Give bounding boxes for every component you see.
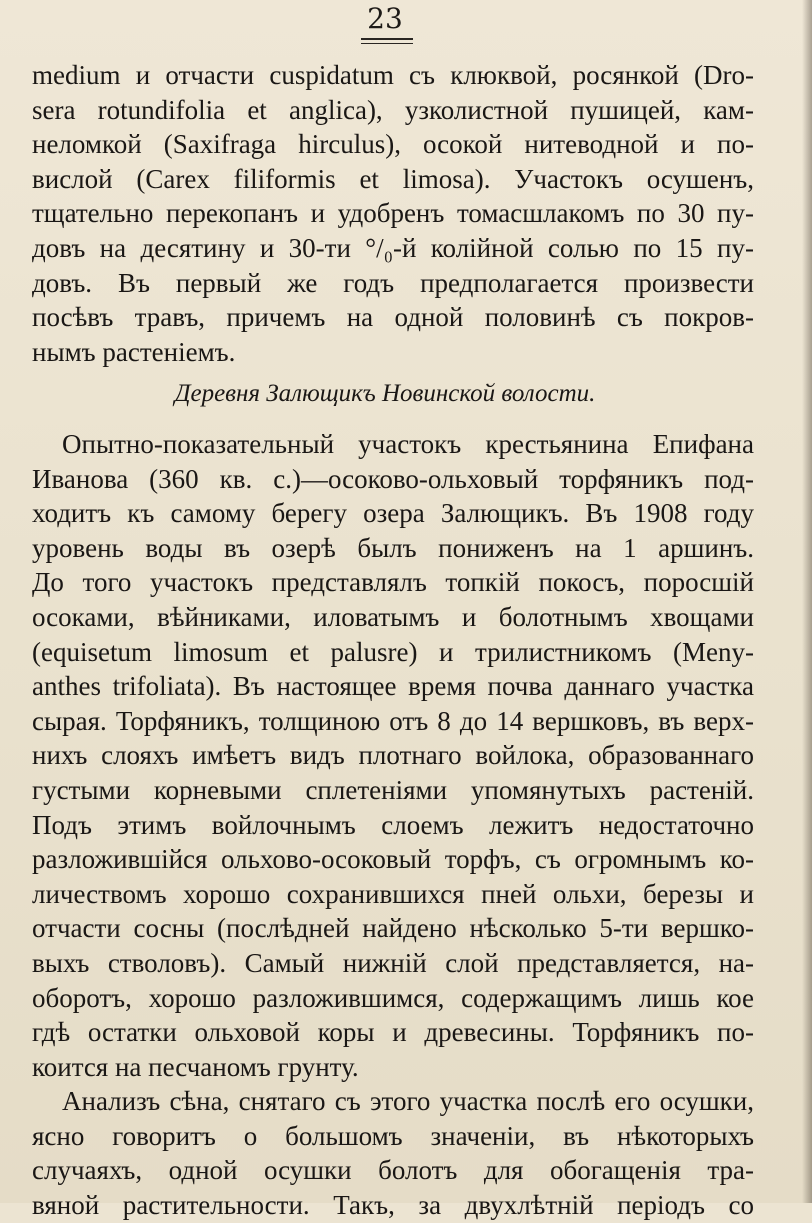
text-line: коится на песчаномъ грунту. xyxy=(32,1051,359,1082)
section-body xyxy=(32,427,754,1223)
text-line: случаяхъ, одной осушки болотъ для обогащенiя тра- xyxy=(32,1155,754,1186)
text-line: sera rotundifolia et anglica), узколистной пушицей, кам- xyxy=(32,94,754,125)
text-line: Анализъ сѣна, снятаго съ этого участка послѣ его осушки, xyxy=(62,1086,754,1117)
text-line: тщательно перекопанъ и удобренъ томасшлакомъ по 30 пу- xyxy=(32,198,754,229)
text-line: Иванова (360 кв. с.)—осоково-ольховый торфяникъ под- xyxy=(32,463,754,494)
text-line: выхъ стволовъ). Самый нижнiй слой представляется, на- xyxy=(32,947,754,978)
text-line: довъ. Въ первый же годъ предполагается произвести xyxy=(32,267,754,298)
text-line: (equisetum limosum et palusre) и трилистникомъ (Meny- xyxy=(32,636,754,667)
text-line: ходитъ къ самому берегу озера Залющикъ. Въ 1908 году xyxy=(32,498,754,529)
text-line: До того участокъ представлялъ топкiй покосъ, поросшiй xyxy=(32,567,754,598)
text-line: гдѣ остатки ольховой коры и древесины. Торфяникъ по- xyxy=(32,1017,754,1048)
text-line: anthes trifoliata). Въ настоящее время почва даннаго участка xyxy=(32,671,754,702)
text-line: вяной растительности. Такъ, за двухлѣтнiй перiодъ со xyxy=(32,1190,754,1221)
text-line: уровень воды въ озерѣ былъ пониженъ на 1 аршинъ. xyxy=(32,532,754,563)
page-number: 23 xyxy=(367,2,403,35)
text-line: отчасти сосны (послѣдней найдено нѣсколько 5-ти вершко- xyxy=(32,913,754,944)
paragraph-continued xyxy=(32,58,754,369)
text-line: разложившiйся ольхово-осоковый торфъ, съ огромнымъ ко- xyxy=(32,844,754,875)
page-edge-shadow xyxy=(802,0,812,1203)
text-line: Подъ этимъ войлочнымъ слоемъ лежитъ недостаточно xyxy=(32,809,754,840)
text-line: сырая. Торфяникъ, толщиною отъ 8 до 14 вершковъ, въ верх- xyxy=(32,705,754,736)
text-line: ясно говоритъ о большомъ значенiи, въ нѣкоторыхъ xyxy=(32,1120,754,1151)
text-line: нихъ слояхъ имѣетъ видъ плотнаго войлока, образованнаго xyxy=(32,740,754,771)
text-line: осоками, вѣйниками, иловатымъ и болотнымъ хвощами xyxy=(32,601,754,632)
text-line: нымъ растенiемъ. xyxy=(32,336,236,367)
text-line: вислой (Carex filiformis et limosa). Участокъ осушенъ, xyxy=(32,163,754,194)
text-line: густыми корневыми сплетенiями упомянутыхъ растенiй. xyxy=(32,774,754,805)
text-line: личествомъ хорошо сохранившихся пней ольхи, березы и xyxy=(32,878,754,909)
text-line: оборотъ, хорошо разложившимся, содержащимъ лишь кое xyxy=(32,982,754,1013)
header-rule xyxy=(361,38,413,40)
text-line: довъ на десятину и 30-ти °/₀-й колійной солью по 15 пу- xyxy=(32,232,754,263)
text-line: неломкой (Saxifraga hirculus), осокой нитеводной и по- xyxy=(32,129,754,160)
text-line: посѣвъ травъ, причемъ на одной половинѣ съ покров- xyxy=(32,302,754,333)
text-line: medium и отчасти cuspidatum съ клюквой, росянкой (Dro- xyxy=(32,60,754,90)
text-line: Опытно-показательный участокъ крестьянина Епифана xyxy=(62,429,754,459)
section-heading: Деревня Залющикъ Новинской волости. xyxy=(174,380,596,407)
header-rule-thin xyxy=(361,43,413,44)
